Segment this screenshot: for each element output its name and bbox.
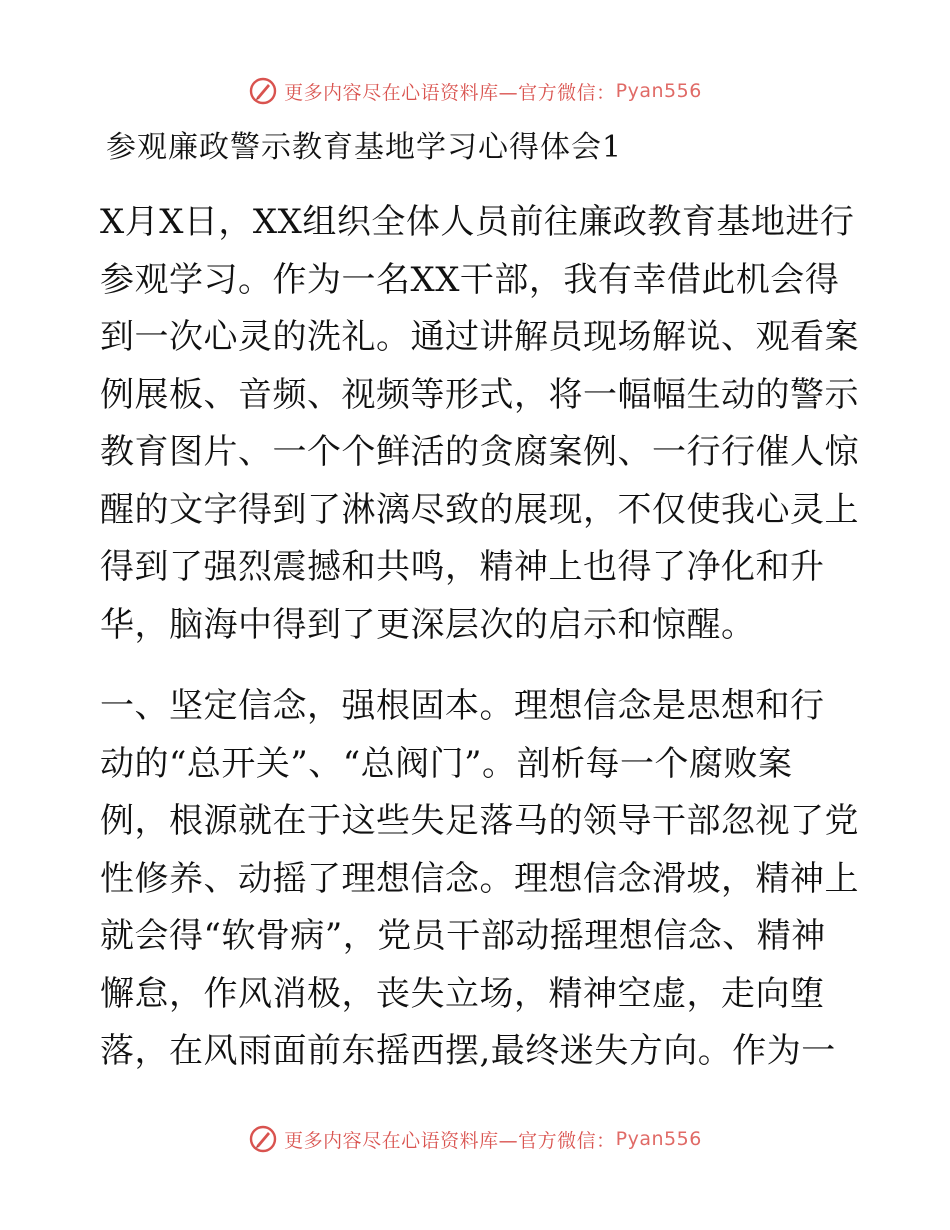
- text-line: 例，根源就在于这些失足落马的领导干部忽视了党: [100, 801, 859, 841]
- text-line: 得到了强烈震撼和共鸣，精神上也得了净化和升: [100, 547, 825, 587]
- text-line: 醒的文字得到了淋漓尽致的展现，不仅使我心灵上: [100, 489, 859, 530]
- text-line: 华，脑海中得到了更深层次的启示和惊醒。: [100, 604, 756, 645]
- text-line: 教育图片、一个个鲜活的贪腐案例、一行行催人惊: [100, 432, 859, 472]
- document-title: 参观廉政警示教育基地学习心得体会1: [106, 130, 623, 165]
- text-line: X月X日，XX组织全体人员前往廉政教育基地进行: [100, 202, 855, 242]
- watermark-text: 更多内容尽在心语资料库—官方微信：: [284, 81, 616, 104]
- text-line: 参观学习。作为一名XX干部，我有幸借此机会得: [100, 259, 840, 300]
- text-line: 懈怠，作风消极，丧失立场，精神空虚，走向堕: [100, 973, 825, 1014]
- watermark-account: Pyan556: [615, 80, 702, 102]
- text-line: 例展板、音频、视频等形式，将一幅幅生动的警示: [100, 374, 859, 415]
- text-line: 性修养、动摇了理想信念。理想信念滑坡，精神上: [100, 858, 859, 899]
- text-line: 落，在风雨面前东摇西摆,最终迷失方向。作为一: [100, 1031, 836, 1071]
- text-line: 一、坚定信念，强根固本。理想信念是思想和行: [100, 686, 825, 726]
- document-body: [100, 126, 859, 1081]
- text-line: 动的“总开关”、“总阀门”。剖析每一个腐败案: [100, 743, 793, 784]
- paragraph-intro: [100, 194, 859, 654]
- watermark-account: Pyan556: [615, 1128, 702, 1150]
- quill-pen-logo-icon: [248, 76, 278, 106]
- paragraph-section-one: [100, 678, 859, 1081]
- text-line: 到一次心灵的洗礼。通过讲解员现场解说、观看案: [100, 317, 859, 357]
- footer-watermark: [0, 1124, 950, 1154]
- header-watermark: [0, 76, 950, 106]
- quill-pen-logo-icon: [248, 1124, 278, 1154]
- text-line: 就会得“软骨病”，党员干部动摇理想信念、精神: [100, 916, 826, 956]
- watermark-text: 更多内容尽在心语资料库—官方微信：: [284, 1129, 616, 1152]
